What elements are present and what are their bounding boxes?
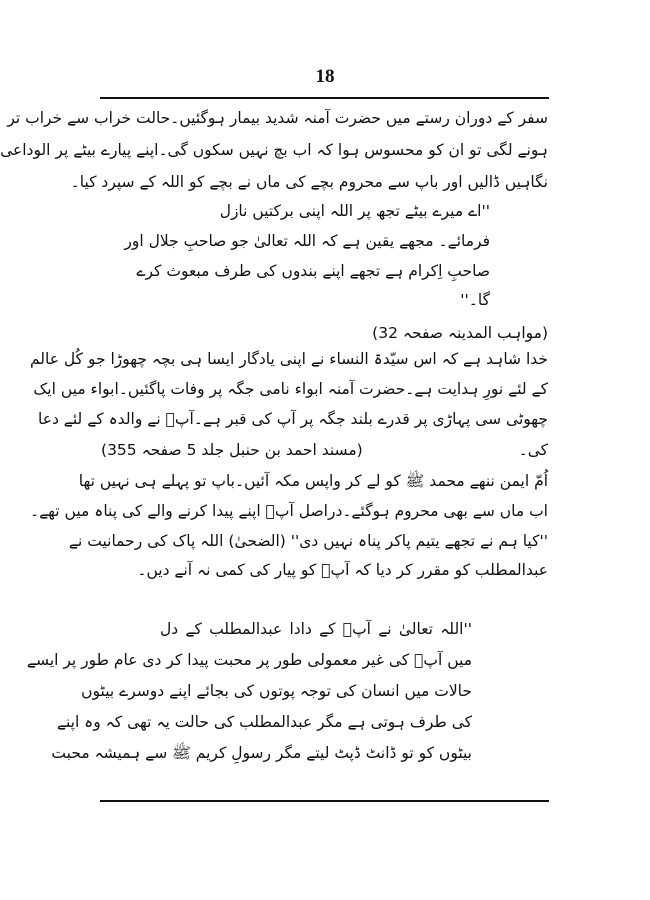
quote-line: گا۔'' [460, 291, 490, 309]
quote-line: ''اے میرے بیٹے تجھ پر اللہ اپنی برکتیں نازل [219, 202, 490, 220]
text-line-end: کی۔ [518, 441, 548, 459]
quote-line: بیٹوں کو تو ڈانٹ ڈپٹ لیتے مگر رسولِ کریم ﷺ سے ہمیشہ محبت [51, 744, 472, 762]
quote-line: حالات میں انسان کی توجہ پوتوں کی بجائے اپنے دوسرے بیٹوں [81, 682, 472, 700]
text-line: ''کیا ہم نے تجھے یتیم پاکر پناہ نہیں دی'' (الضحیٰ) اللہ پاک کی رحمانیت نے [68, 532, 548, 550]
text-line: کے لئے نورِ ہدایت ہے۔حضرت آمنہ ابواء نامی جگہ پر وفات پاگئیں۔ابواء میں ایک [33, 380, 548, 398]
reference-citation: (مسند احمد بن حنبل جلد 5 صفحہ 355) [101, 441, 363, 459]
text-line: سفر کے دوران رستے میں حضرت آمنہ شدید بیمار ہوگئیں۔حالت خراب سے خراب تر [7, 109, 548, 127]
quote-line: کی طرف ہوتی ہے مگر عبدالمطلب کی حالت یہ تھی کہ وہ اپنے [56, 713, 472, 731]
text-line: ہونے لگی تو ان کو محسوس ہوا کہ اب بچ نہیں سکوں گی۔اپنے پیارے بیٹے پر الوداعی [0, 141, 548, 159]
quote-line: میں آپؐ کی غیر معمولی طور پر محبت پیدا کر دی عام طور پر ایسے [26, 651, 472, 669]
reference-citation: (مواہب المدینہ صفحہ 32) [372, 324, 548, 342]
header-rule [100, 97, 549, 99]
text-line: اب ماں سے بھی محروم ہوگئے۔دراصل آپؐ اپنے پیدا کرنے والے کی پناہ میں تھے۔ [29, 502, 548, 520]
text-line: نگاہیں ڈالیں اور باپ سے محروم بچے کی ماں نے بچے کو اللہ کے سپرد کیا۔ [70, 173, 548, 191]
text-line: خدا شاہد ہے کہ اس سیّدۃ النساء نے اپنی یادگار ایسا ہی بچہ چھوڑا جو کُل عالم [29, 350, 548, 368]
quote-line: ''اللہ تعالیٰ نے آپؐ کے دادا عبدالمطلب کے دل [160, 620, 472, 638]
text-line: اُمّ ایمن ننھے محمد ﷺ کو لے کر واپس مکہ آئیں۔باپ تو پہلے ہی نہیں تھا [78, 472, 548, 490]
quote-line: صاحبِ اِکرام ہے تجھے اپنے بندوں کی طرف مبعوث کرے [136, 262, 490, 280]
quote-line: فرمائے۔ مجھے یقین ہے کہ اللہ تعالیٰ جو صاحبِ جلال اور [124, 232, 490, 250]
page-number: 18 [315, 66, 335, 87]
text-line-with-reference [101, 435, 548, 465]
text-line: عبدالمطلب کو مقرر کر دیا کہ آپؐ کو پیار کی کمی نہ آنے دیں۔ [137, 561, 548, 579]
footer-rule [100, 800, 549, 802]
text-line: چھوٹی سی پہاڑی پر قدرے بلند جگہ پر آپ کی قبر ہے۔آپؐ نے والدہ کے لئے دعا [38, 410, 548, 428]
